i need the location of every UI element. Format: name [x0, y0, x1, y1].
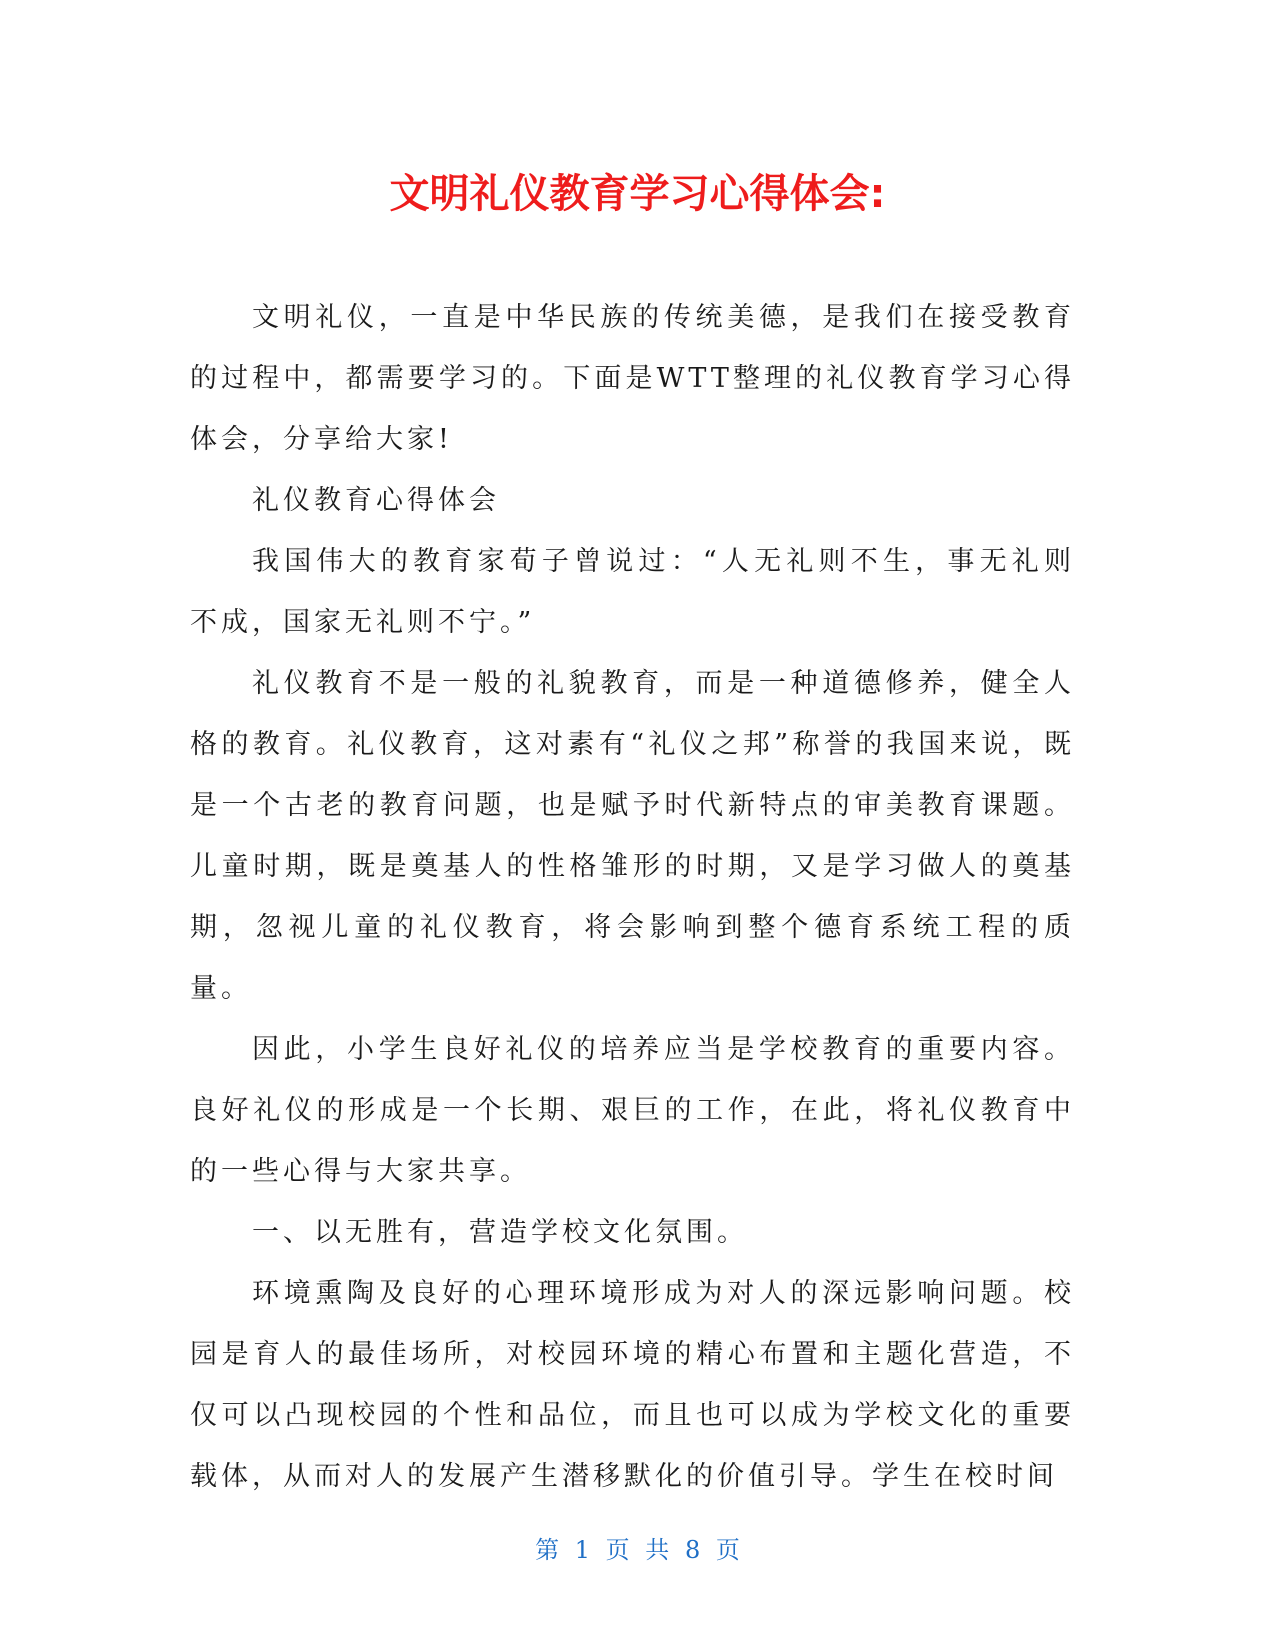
paragraph-etiquette-education: 礼仪教育不是一般的礼貌教育，而是一种道德修养，健全人格的教育。礼仪教育，这对素有“礼仪之邦”称誉的我国来说，既是一个古老的教育问题，也是赋予时代新特点的审美教育课题。儿童时期，既是奠基人的性格雏形的时期，又是学习做人的奠基期，忽视儿童的礼仪教育，将会影响到整个德育系统工程的质量。 [190, 668, 1075, 1004]
paragraph-therefore: 因此，小学生良好礼仪的培养应当是学校教育的重要内容。良好礼仪的形成是一个长期、艰巨的工作，在此，将礼仪教育中的一些心得与大家共享。 [190, 1034, 1075, 1187]
page-number-footer: 第 1 页 共 8 页 [535, 1536, 740, 1564]
section-heading-one: 一、以无胜有，营造学校文化氛围。 [252, 1217, 748, 1248]
paragraph-environment: 环境熏陶及良好的心理环境形成为对人的深远影响问题。校园是育人的最佳场所，对校园环境的精心布置和主题化营造，不仅可以凸现校园的个性和品位，而且也可以成为学校文化的重要载体，从而对人的发展产生潜移默化的价值引导。学生在校时间 [190, 1278, 1075, 1492]
paragraph-subheading: 礼仪教育心得体会 [252, 485, 500, 516]
document-body [190, 287, 1075, 1507]
paragraph-quote: 我国伟大的教育家荀子曾说过：“人无礼则不生，事无礼则不成，国家无礼则不宁。” [190, 546, 1075, 638]
paragraph-intro: 文明礼仪，一直是中华民族的传统美德，是我们在接受教育的过程中，都需要学习的。下面是WTT整理的礼仪教育学习心得体会，分享给大家! [190, 302, 1075, 455]
document-title: 文明礼仪教育学习心得体会: [389, 171, 886, 217]
